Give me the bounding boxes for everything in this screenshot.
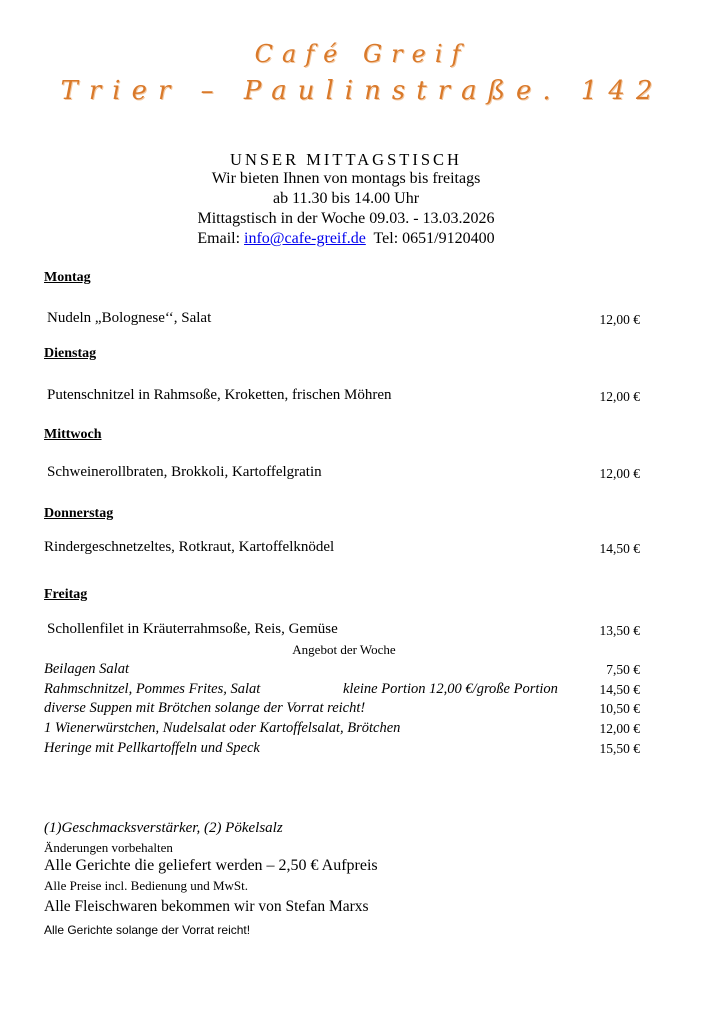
price-friday: 13,50 € <box>599 623 640 638</box>
weekly-offer-title: Angebot der Woche <box>292 642 396 657</box>
phone-number: Tel: 0651/9120400 <box>365 230 495 247</box>
day-heading-monday: Montag <box>44 270 91 285</box>
brand-name: Café Greif <box>254 40 470 68</box>
day-heading-thursday: Donnerstag <box>44 506 114 521</box>
day-heading-wednesday: Mittwoch <box>44 427 102 442</box>
stock-note: Alle Gerichte solange der Vorrat reicht! <box>44 923 251 937</box>
delivery-note: Alle Gerichte die geliefert werden – 2,50 € Aufpreis <box>44 857 378 874</box>
changes-note: Änderungen vorbehalten <box>44 840 173 855</box>
dish-wednesday: Schweinerollbraten, Brokkoli, Kartoffelgratin <box>47 464 322 480</box>
weekly-item-portion-note: kleine Portion 12,00 €/große Portion <box>343 681 558 697</box>
price-monday: 12,00 € <box>599 312 640 327</box>
dish-tuesday: Putenschnitzel in Rahmsoße, Kroketten, frischen Möhren <box>47 387 392 403</box>
dish-thursday: Rindergeschnetzeltes, Rotkraut, Kartoffelknödel <box>44 539 335 555</box>
weekly-item: Rahmschnitzel, Pommes Frites, Salat <box>44 681 261 697</box>
meat-supplier-note: Alle Fleischwaren bekommen wir von Stefan Marxs <box>44 898 369 915</box>
email-link[interactable]: info@cafe-greif.de <box>244 230 366 247</box>
page-title: UNSER MITTAGSTISCH <box>230 150 462 169</box>
additives-note: (1)Geschmacksverstärker, (2) Pökelsalz <box>44 820 283 836</box>
prices-note: Alle Preise incl. Bedienung und MwSt. <box>44 878 249 893</box>
weekly-item: 1 Wienerwürstchen, Nudelsalat oder Kartoffelsalat, Brötchen <box>44 720 401 736</box>
weekly-item-price: 10,50 € <box>599 701 640 716</box>
weekly-item-price: 12,00 € <box>599 721 640 736</box>
dish-monday: Nudeln „Bolognese‘‘, Salat <box>47 310 212 326</box>
weekly-item-price: 15,50 € <box>599 741 640 756</box>
day-heading-tuesday: Dienstag <box>44 346 97 361</box>
weekly-item-price: 7,50 € <box>606 662 640 677</box>
contact-line <box>0 230 692 248</box>
dish-friday: Schollenfilet in Kräuterrahmsoße, Reis, Gemüse <box>47 621 338 637</box>
week-range: Mittagstisch in der Woche 09.03. - 13.03.2026 <box>197 210 495 227</box>
opening-days: Wir bieten Ihnen von montags bis freitags <box>211 170 481 187</box>
weekly-item: diverse Suppen mit Brötchen solange der Vorrat reicht! <box>44 700 366 716</box>
email-label: Email: <box>197 230 245 247</box>
weekly-item-price: 14,50 € <box>599 682 640 697</box>
opening-hours: ab 11.30 bis 14.00 Uhr <box>272 190 420 207</box>
brand-address: Trier – Paulinstraße. 142 <box>60 76 664 106</box>
price-tuesday: 12,00 € <box>599 389 640 404</box>
price-thursday: 14,50 € <box>599 541 640 556</box>
day-heading-friday: Freitag <box>44 587 88 602</box>
price-wednesday: 12,00 € <box>599 466 640 481</box>
weekly-item: Beilagen Salat <box>44 661 129 677</box>
weekly-item: Heringe mit Pellkartoffeln und Speck <box>44 740 260 756</box>
